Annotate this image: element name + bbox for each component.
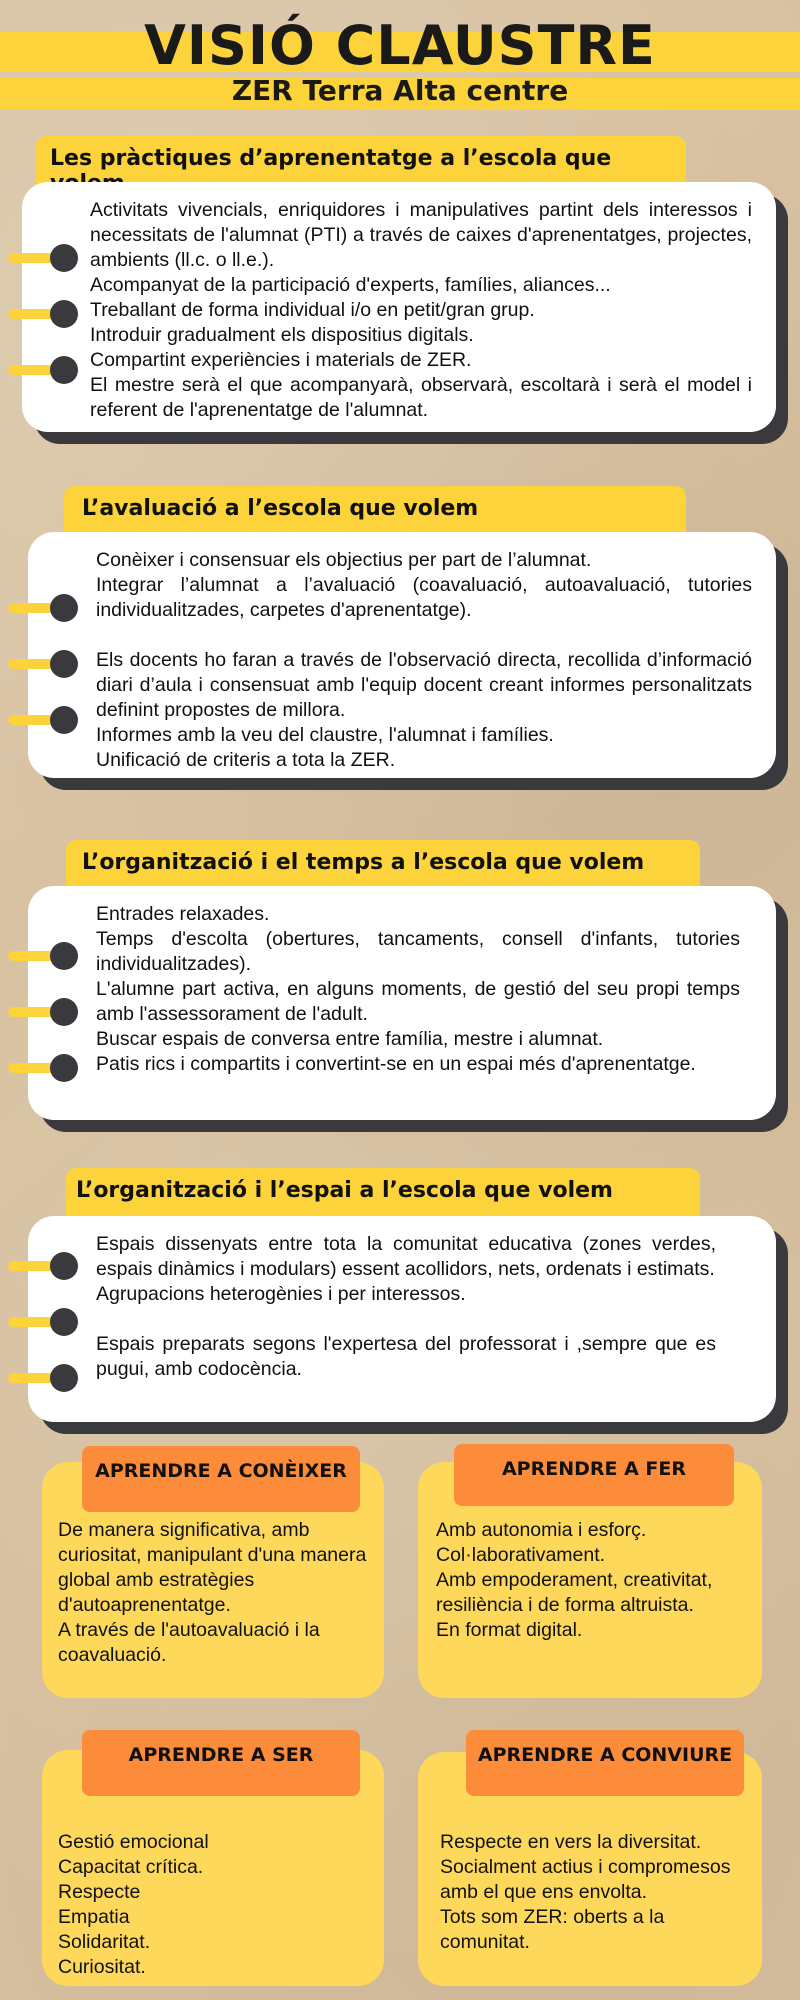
box-line: A través de l'autoavaluació i la coavaluació. [58, 1619, 320, 1666]
box-line: Socialment actius i compromesos amb el que ens envolta. [440, 1856, 731, 1903]
list-item: Introduir gradualment els dispositius digitals. [90, 324, 474, 346]
bullet-pin-icon [8, 244, 72, 272]
page-title: VISIÓ CLAUSTRE [144, 14, 656, 77]
list-item: Entrades relaxades. [96, 903, 270, 925]
section-1-card [22, 182, 776, 432]
page-subtitle: ZER Terra Alta centre [231, 74, 569, 107]
section-4-card [28, 1216, 776, 1422]
section-4-title: L’organització i l’espai a l’escola que volem [66, 1168, 700, 1218]
list-item: Patis rics i compartits i convertint-se en un espai més d'aprenentatge. [96, 1053, 696, 1075]
box-line: Amb empoderament, creativitat, resiliència i de forma altruista. [436, 1569, 713, 1616]
box-title-conviure: APRENDRE A CONVIURE [466, 1730, 744, 1796]
list-item: Informes amb la veu del claustre, l'alumnat i famílies. [96, 724, 554, 746]
box-line: Gestió emocional [58, 1831, 209, 1853]
list-item: Conèixer i consensuar els objectius per part de l’alumnat. [96, 549, 592, 571]
list-item: Unificació de criteris a tota la ZER. [96, 749, 396, 771]
box-line: Col·laborativament. [436, 1544, 606, 1566]
box-title-ser: APRENDRE A SER [82, 1730, 360, 1796]
list-item: Agrupacions heterogènies i per interessos. [96, 1283, 466, 1305]
list-item: Integrar l’alumnat a l’avaluació (coavaluació, autoavaluació, tutories individualitzades, carpetes d'aprenentatge). [96, 574, 752, 621]
box-line: Curiositat. [58, 1956, 146, 1978]
bullet-pin-icon [8, 594, 72, 622]
bullet-pin-icon [8, 1054, 72, 1082]
bullet-pin-icon [8, 706, 72, 734]
bullet-pin-icon [8, 1364, 72, 1392]
box-line: Solidaritat. [58, 1931, 151, 1953]
box-line: Capacitat crítica. [58, 1856, 204, 1878]
box-line: Respecte en vers la diversitat. [440, 1831, 702, 1853]
box-line: En format digital. [436, 1619, 583, 1641]
list-item: Activitats vivencials, enriquidores i manipulatives partint dels interessos i necessitats de l'alumnat (PTI) a través de caixes d'aprenentatges, projectes, ambients (ll.c. o ll.e.). [90, 199, 752, 271]
box-line: Amb autonomia i esforç. [436, 1519, 647, 1541]
list-item: Els docents ho faran a través de l'observació directa, recollida d’informació diari d’aula i consensuat amb l'equip docent creant informes personalitzats definint propostes de millora. [96, 649, 752, 721]
bullet-pin-icon [8, 650, 72, 678]
section-2-title: L’avaluació a l’escola que volem [64, 486, 686, 536]
section-1-title: Les pràctiques d’aprenentatge a l’escola que [36, 136, 686, 186]
box-line: Empatia [58, 1906, 130, 1928]
bullet-pin-icon [8, 300, 72, 328]
list-item: Espais preparats segons l'expertesa del professorat i ,sempre que es pugui, amb codocència. [96, 1333, 716, 1380]
box-line: Tots som ZER: oberts a la comunitat. [440, 1906, 665, 1953]
list-item: El mestre serà el que acompanyarà, observarà, escoltarà i serà el model i referent de l'aprenentatge de l'alumnat. [90, 374, 752, 421]
list-item: Compartint experiències i materials de ZER. [90, 349, 472, 371]
bullet-pin-icon [8, 1308, 72, 1336]
section-2-card [28, 532, 776, 778]
box-title-coneixer: APRENDRE A CONÈIXER [82, 1446, 360, 1512]
list-item: Acompanyat de la participació d'experts, famílies, aliances... [90, 274, 611, 296]
box-line: Respecte [58, 1881, 141, 1903]
bullet-pin-icon [8, 942, 72, 970]
box-title-fer: APRENDRE A FER [454, 1444, 734, 1506]
bullet-pin-icon [8, 1252, 72, 1280]
list-item: Espais dissenyats entre tota la comunitat educativa (zones verdes, espais dinàmics i modulars) essent acollidors, nets, ordenats i estimats. [96, 1233, 716, 1280]
list-item: Buscar espais de conversa entre família, mestre i alumnat. [96, 1028, 604, 1050]
section-3-card [28, 886, 776, 1120]
list-item: L'alumne part activa, en alguns moments, de gestió del seu propi temps amb l'assessorament de l'adult. [96, 978, 740, 1025]
bullet-pin-icon [8, 356, 72, 384]
box-line: De manera significativa, amb curiositat, manipulant d'una manera global amb estratègies d'autoaprenentatge. [58, 1519, 367, 1616]
list-item: Treballant de forma individual i/o en petit/gran grup. [90, 299, 535, 321]
bullet-pin-icon [8, 998, 72, 1026]
list-item: Temps d'escolta (obertures, tancaments, consell d'infants, tutories individualitzades). [96, 928, 740, 975]
section-3-title: L’organització i el temps a l’escola que volem [66, 840, 700, 890]
